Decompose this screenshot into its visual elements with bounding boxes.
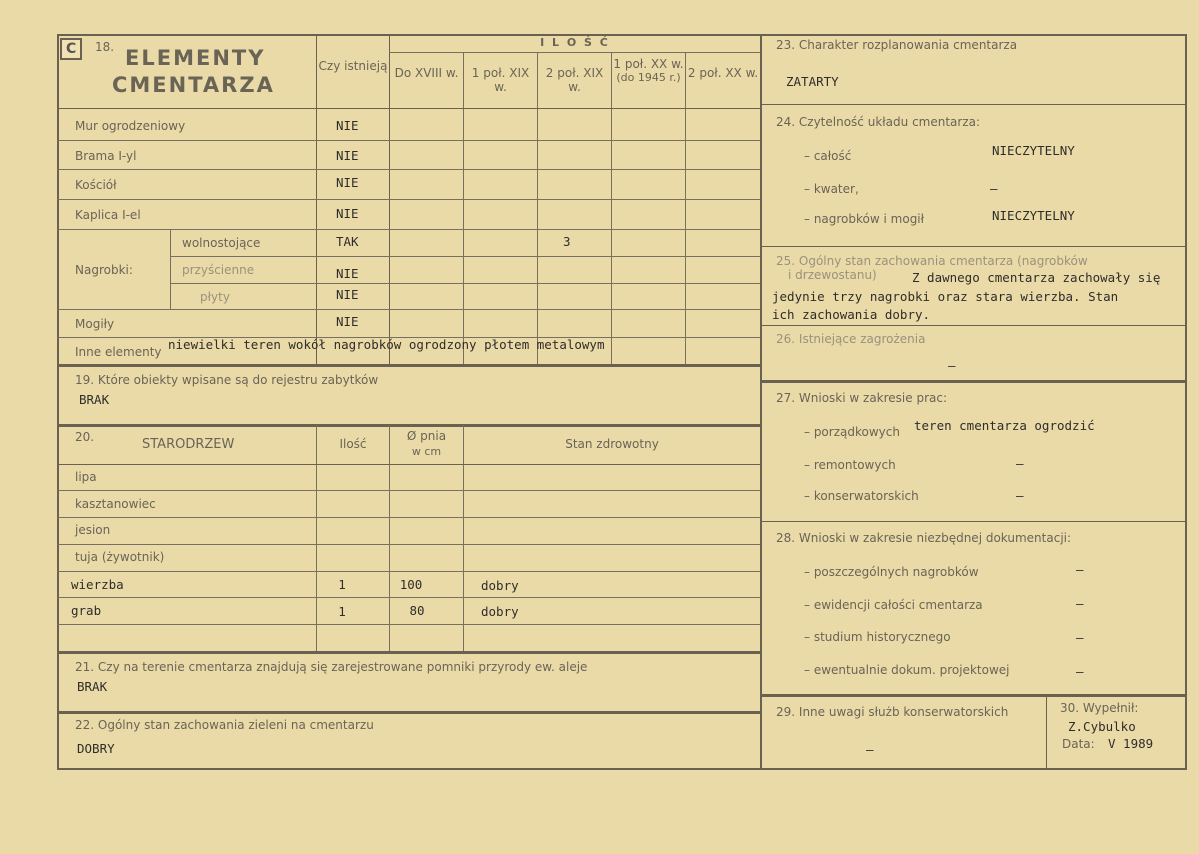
s19-label: 19. Które obiekty wpisane są do rejestru zabytków xyxy=(75,373,379,387)
s20-row-name: kasztanowiec xyxy=(75,497,156,511)
s20-col-ilosc: Ilość xyxy=(339,437,367,451)
s20-row-name: jesion xyxy=(75,523,111,537)
s20-number: 20. xyxy=(75,430,95,444)
s20-row-name: wierzba xyxy=(71,577,124,592)
s20-title: STARODRZEW xyxy=(142,437,235,452)
row-mogily-value: NIE xyxy=(336,314,359,329)
row-kosciol-label: Kościół xyxy=(75,178,117,192)
row-kosciol-value: NIE xyxy=(336,175,359,190)
row-przyscienne-value: NIE xyxy=(336,266,359,281)
s26-value: – xyxy=(948,358,956,373)
row-wolnostojace-count: 3 xyxy=(563,234,571,249)
ilosc-header: I L O Ś Ć xyxy=(540,36,610,49)
row-brama-label: Brama I-yl xyxy=(75,149,137,163)
s20-row-stan: dobry xyxy=(481,604,519,619)
s24-label: 24. Czytelność układu cmentarza: xyxy=(776,115,981,129)
row-inne-value: niewielki teren wokół nagrobków ogrodzony płotem metalowym xyxy=(168,337,605,352)
s20-row-name: grab xyxy=(71,603,102,618)
col-2pol-xx xyxy=(686,66,760,80)
col-czy-text: Czy istnieją xyxy=(318,59,388,73)
row-kaplica-label: Kaplica I-el xyxy=(75,208,141,222)
s25-text-line1: Z dawnego cmentarza zachowały się xyxy=(912,270,1161,285)
s20-row-pien: 80 xyxy=(409,603,425,618)
s28-ewidencji-label: – ewidencji całości cmentarza xyxy=(804,598,983,612)
s25-text-line2: jedynie trzy nagrobki oraz stara wierzba. Stan xyxy=(772,289,1119,304)
col-2pol-xx-text: 2 poł. XX w. xyxy=(687,66,759,80)
col-1pol-xix-text: 1 poł. XIX w. xyxy=(471,66,530,94)
s25-text-line3: ich zachowania dobry. xyxy=(772,307,931,322)
row-inne-label: Inne elementy xyxy=(75,345,162,359)
row-brama-value: NIE xyxy=(336,148,359,163)
s30-date-value: V 1989 xyxy=(1108,736,1154,751)
s25-label-line2: i drzewostanu) xyxy=(788,268,877,282)
s30-date-label: Data: xyxy=(1062,737,1095,751)
s28-ewentualnie-label: – ewentualnie dokum. projektowej xyxy=(804,663,1010,677)
s27-remontowych-value: – xyxy=(1016,456,1024,471)
row-mur-label: Mur ogrodzeniowy xyxy=(75,119,186,133)
s20-col-pnia xyxy=(390,429,463,459)
row-nagrobki-label: Nagrobki: xyxy=(75,263,133,277)
col-2pol-xix xyxy=(538,66,611,94)
s24-kwater-value: – xyxy=(990,181,998,196)
row-wolnostojace-label: wolnostojące xyxy=(182,236,261,250)
s28-label: 28. Wnioski w zakresie niezbędnej dokumentacji: xyxy=(776,531,1072,545)
s20-col-pnia-text: Ø pnia xyxy=(406,429,447,443)
s30-label: 30. Wypełnił: xyxy=(1060,701,1139,715)
s24-calosc-label: – całość xyxy=(804,149,852,163)
s20-row-name: lipa xyxy=(75,470,97,484)
s24-calosc-value: NIECZYTELNY xyxy=(992,143,1075,158)
s22-value: DOBRY xyxy=(77,741,115,756)
col-1pol-xx-note: (do 1945 r.) xyxy=(616,71,681,84)
category-label: C xyxy=(66,41,77,57)
section-18-title-line1: ELEMENTY xyxy=(125,46,266,70)
s27-porzadkowych-label: – porządkowych xyxy=(804,425,900,439)
s29-label: 29. Inne uwagi służb konserwatorskich xyxy=(776,705,1009,719)
s30-name: Z.Cybulko xyxy=(1068,719,1136,734)
s23-value: ZATARTY xyxy=(786,74,839,89)
col-do-xviii-text: Do XVIII w. xyxy=(394,66,459,80)
s20-row-ilosc: 1 xyxy=(338,604,346,619)
row-przyscienne-label: przyścienne xyxy=(182,263,255,277)
s24-nagrobkow-value: NIECZYTELNY xyxy=(992,208,1075,223)
s27-remontowych-label: – remontowych xyxy=(804,458,896,472)
col-1pol-xx-text: 1 poł. XX w. xyxy=(613,57,684,71)
s28-poszczegolnych-value: – xyxy=(1076,562,1084,577)
row-mur-value: NIE xyxy=(336,118,359,133)
s21-value: BRAK xyxy=(77,679,108,694)
col-czy-istnieja xyxy=(317,60,389,73)
row-mogily-label: Mogiły xyxy=(75,317,115,331)
s20-row-name: tuja (żywotnik) xyxy=(75,550,165,564)
col-1pol-xx xyxy=(612,58,685,84)
s27-porzadkowych-value: teren cmentarza ogrodzić xyxy=(914,418,1095,433)
section-18-number: 18. xyxy=(95,40,115,54)
section-18-title-line2: CMENTARZA xyxy=(112,73,275,97)
row-plyty-label: płyty xyxy=(200,290,230,304)
s27-konserwatorskich-label: – konserwatorskich xyxy=(804,489,919,503)
row-kaplica-value: NIE xyxy=(336,206,359,221)
s28-poszczegolnych-label: – poszczególnych nagrobków xyxy=(804,565,979,579)
s20-col-stan: Stan zdrowotny xyxy=(565,437,659,451)
s28-studium-label: – studium historycznego xyxy=(804,630,951,644)
row-wolnostojace-value: TAK xyxy=(336,234,359,249)
s23-label: 23. Charakter rozplanowania cmentarza xyxy=(776,38,1018,52)
s28-ewentualnie-value: – xyxy=(1076,664,1084,679)
s20-row-ilosc: 1 xyxy=(338,577,346,592)
s20-row-pien: 100 xyxy=(399,577,423,592)
s29-value: – xyxy=(866,742,874,757)
s22-label: 22. Ogólny stan zachowania zieleni na cmentarzu xyxy=(75,718,374,732)
s20-row-stan: dobry xyxy=(481,578,519,593)
row-plyty-value: NIE xyxy=(336,287,359,302)
s28-ewidencji-value: – xyxy=(1076,596,1084,611)
s24-nagrobkow-label: – nagrobków i mogił xyxy=(804,212,925,226)
s27-konserwatorskich-value: – xyxy=(1016,488,1024,503)
s19-value: BRAK xyxy=(79,392,110,407)
col-do-xviii xyxy=(390,66,463,80)
s24-kwater-label: – kwater, xyxy=(804,182,859,196)
col-1pol-xix xyxy=(464,66,537,94)
s27-label: 27. Wnioski w zakresie prac: xyxy=(776,391,948,405)
s25-label-line1: 25. Ogólny stan zachowania cmentarza (nagrobków xyxy=(776,254,1088,268)
s26-label: 26. Istniejące zagrożenia xyxy=(776,332,926,346)
category-c-box xyxy=(60,38,82,60)
s28-studium-value: – xyxy=(1076,630,1084,645)
s20-col-wcm-text: w cm xyxy=(411,445,442,458)
s21-label: 21. Czy na terenie cmentarza znajdują się zarejestrowane pomniki przyrody ew. aleje xyxy=(75,660,588,674)
col-2pol-xix-text: 2 poł. XIX w. xyxy=(545,66,604,94)
